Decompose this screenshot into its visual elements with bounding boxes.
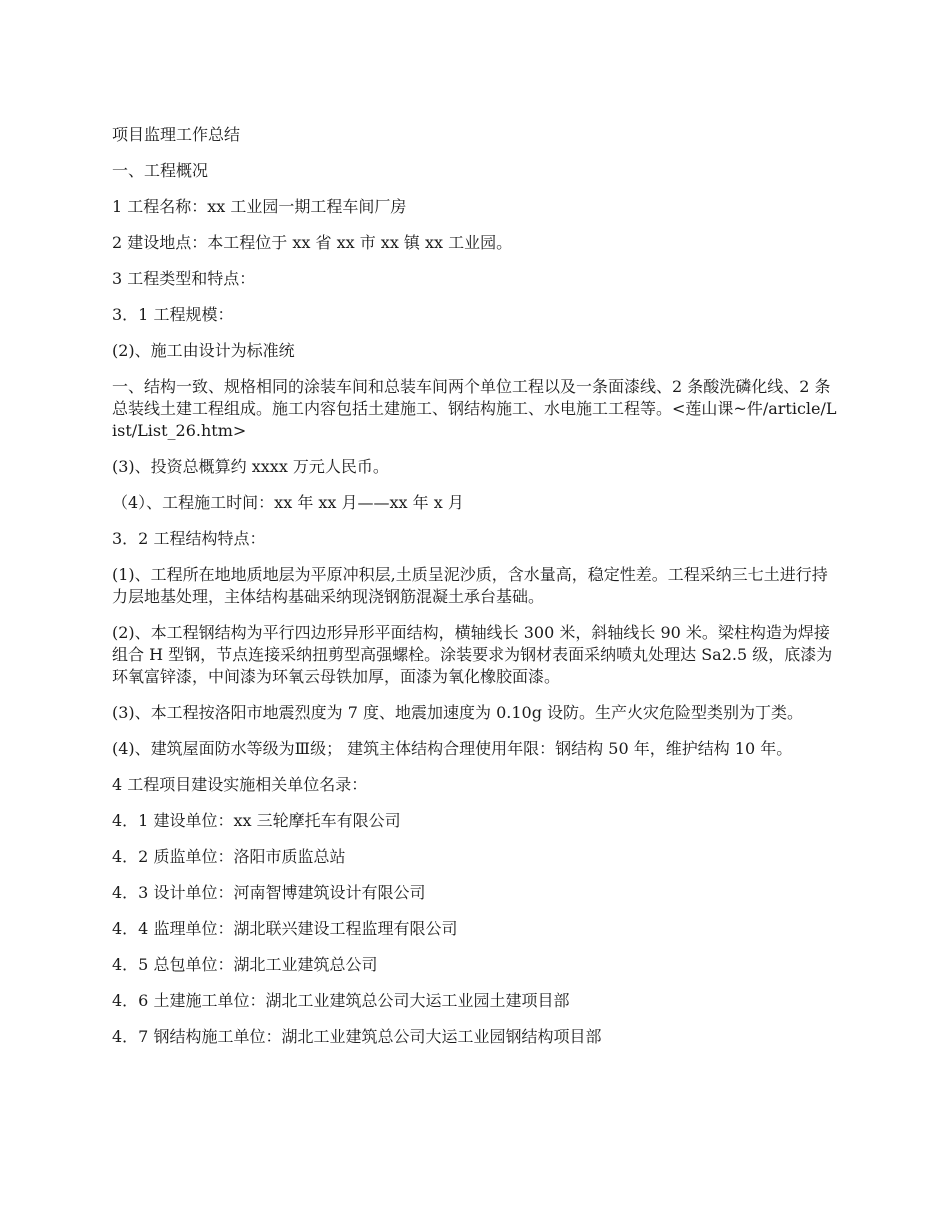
paragraph: 一、结构一致、规格相同的涂装车间和总装车间两个单位工程以及一条面漆线、2 条酸洗磷化线、2 条总装线土建工程组成。施工内容包括土建施工、钢结构施工、水电施工工程等。<莲山课~件/article/List/List_26.htm> <box>112 377 837 440</box>
paragraph: 2 建设地点：本工程位于 xx 省 xx 市 xx 镇 xx 工业园。 <box>112 233 513 252</box>
paragraph: 4．3 设计单位：河南智博建筑设计有限公司 <box>112 883 426 902</box>
paragraph: 4．6 土建施工单位：湖北工业建筑总公司大运工业园土建项目部 <box>112 991 570 1010</box>
paragraph: 4．1 建设单位：xx 三轮摩托车有限公司 <box>112 811 401 830</box>
paragraph: (1)、工程所在地地质地层为平原冲积层,土质呈泥沙质，含水量高，稳定性差。工程采纳三七土进行持力层地基处理，主体结构基础采纳现浇钢筋混凝土承台基础。 <box>112 565 828 606</box>
document-title: 项目监理工作总结 <box>112 125 241 144</box>
paragraph: 4．5 总包单位：湖北工业建筑总公司 <box>112 955 378 974</box>
paragraph: 4．2 质监单位：洛阳市质监总站 <box>112 847 346 866</box>
paragraph: (2)、本工程钢结构为平行四边形异形平面结构，横轴线长 300 米，斜轴线长 90 米。梁柱构造为焊接组合 H 型钢，节点连接采纳扭剪型高强螺栓。涂装要求为钢材表面采纳喷丸处理达 Sa2.5 级，底漆为环氧富锌漆，中间漆为环氧云母铁加厚，面漆为氧化橡胶面漆。 <box>112 623 833 686</box>
paragraph: 3．1 工程规模： <box>112 305 234 324</box>
paragraph: (4)、建筑屋面防水等级为Ⅲ级； 建筑主体结构合理使用年限：钢结构 50 年，维护结构 10 年。 <box>112 739 793 758</box>
paragraph: 1 工程名称：xx 工业园一期工程车间厂房 <box>112 197 407 216</box>
paragraph: 4 工程项目建设实施相关单位名录： <box>112 775 368 794</box>
paragraph: 3 工程类型和特点： <box>112 269 256 288</box>
document-page <box>112 124 838 1062</box>
paragraph: (3)、投资总概算约 xxxx 万元人民币。 <box>112 457 389 476</box>
paragraph: 3．2 工程结构特点： <box>112 529 266 548</box>
paragraph: 4．4 监理单位：湖北联兴建设工程监理有限公司 <box>112 919 458 938</box>
section-heading: 一、工程概况 <box>112 161 209 180</box>
paragraph: 4．7 钢结构施工单位：湖北工业建筑总公司大运工业园钢结构项目部 <box>112 1027 602 1046</box>
paragraph: (2)、施工由设计为标准统 <box>112 341 295 360</box>
paragraph: （4）、工程施工时间：xx 年 xx 月——xx 年 x 月 <box>112 493 464 512</box>
paragraph: (3)、本工程按洛阳市地震烈度为 7 度、地震加速度为 0.10g 设防。生产火灾危险型类别为丁类。 <box>112 703 804 722</box>
